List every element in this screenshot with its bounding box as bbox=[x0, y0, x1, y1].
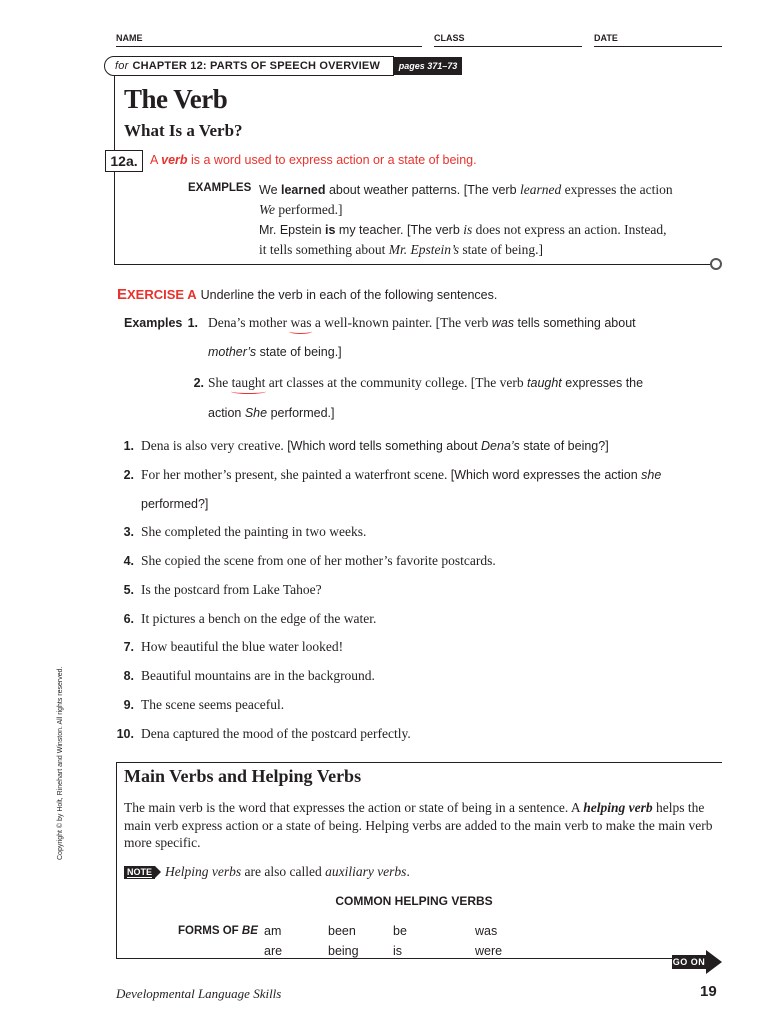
name-label: NAME bbox=[116, 33, 143, 43]
exercise-item[interactable]: The scene seems peaceful. bbox=[141, 697, 285, 712]
date-label: DATE bbox=[594, 33, 618, 43]
exercise-item[interactable]: She completed the painting in two weeks. bbox=[141, 524, 367, 539]
item-number: 10. bbox=[116, 727, 134, 741]
section-left-border bbox=[116, 762, 117, 958]
page-title: The Verb bbox=[124, 84, 228, 114]
item-number: 2. bbox=[123, 468, 134, 482]
chapter-tab bbox=[104, 56, 394, 76]
class-line bbox=[434, 46, 582, 47]
helping-verb: is bbox=[393, 944, 403, 958]
rule-box-end-icon bbox=[710, 258, 722, 270]
example-sentence: Dena’s mother was a well-known painter. [The verb was tells something about bbox=[208, 315, 636, 330]
item-number: 6. bbox=[123, 612, 134, 626]
example-sentence-cont: action She performed.] bbox=[208, 406, 335, 420]
item-number: 4. bbox=[123, 554, 134, 568]
exercise-item[interactable]: It pictures a bench on the edge of the water. bbox=[141, 611, 377, 626]
underlined-verb: taught bbox=[231, 375, 266, 390]
examples-heading: Examples bbox=[124, 316, 183, 330]
helping-verb: was bbox=[475, 924, 498, 938]
item-number: 7. bbox=[123, 640, 134, 654]
section-title: Main Verbs and Helping Verbs bbox=[124, 766, 362, 786]
helping-verb: being bbox=[328, 944, 359, 958]
example-learned: We learned about weather patterns. [The verb learned expresses the action We performed.] bbox=[259, 182, 673, 217]
examples-label: EXAMPLES bbox=[188, 182, 252, 194]
underlined-verb: was bbox=[290, 315, 312, 330]
date-line bbox=[594, 46, 722, 47]
exercise-item[interactable]: Is the postcard from Lake Tahoe? bbox=[141, 582, 322, 597]
exercise-a-instruction: Underline the verb in each of the following sentences. bbox=[200, 288, 498, 302]
section-bottom-border bbox=[116, 958, 676, 959]
forms-of-be-label: FORMS OF BE bbox=[178, 925, 258, 937]
exercise-item-cont: performed?] bbox=[141, 497, 209, 511]
helping-verbs-heading: COMMON HELPING VERBS bbox=[335, 894, 493, 908]
section-top-border bbox=[116, 762, 722, 763]
rule-term: verb bbox=[161, 153, 188, 167]
exercise-item[interactable]: For her mother’s present, she painted a waterfront scene. [Which word expresses the action she bbox=[141, 467, 662, 482]
example-number: 2. bbox=[193, 376, 204, 390]
go-on-arrow-icon bbox=[672, 950, 722, 974]
chapter-for: for bbox=[115, 60, 129, 72]
helping-verb: am bbox=[264, 924, 282, 938]
example-number: 1. bbox=[187, 316, 198, 330]
helping-verb: were bbox=[475, 944, 503, 958]
rule-box-bottom-border bbox=[114, 264, 714, 265]
exercise-a-label: EXERCISE A bbox=[117, 286, 197, 303]
footer-book-title: Developmental Language Skills bbox=[116, 986, 282, 1001]
helping-verb: be bbox=[393, 924, 407, 938]
helping-verb: are bbox=[264, 944, 283, 958]
example-sentence-cont: mother’s state of being.] bbox=[208, 345, 342, 359]
item-number: 5. bbox=[123, 583, 134, 597]
exercise-item[interactable]: Dena captured the mood of the postcard perfectly. bbox=[141, 726, 411, 741]
page-number: 19 bbox=[700, 983, 717, 1000]
helping-verb: been bbox=[328, 924, 356, 938]
section-paragraph: The main verb is the word that expresses the action or state of being in a sentence. A helping verb helps the main verb express action or a state of being. Helping verbs are added to the main verb to make the main verb more specific. bbox=[124, 800, 713, 850]
rule-number-tag: 12a. bbox=[105, 150, 143, 172]
rule-definition: A verb is a word used to express action or a state of being. bbox=[150, 153, 477, 167]
item-number: 3. bbox=[123, 525, 134, 539]
copyright-notice: Copyright © by Holt, Rinehart and Winston. All rights reserved. bbox=[57, 666, 64, 860]
exercise-a-heading bbox=[117, 286, 497, 303]
class-label: CLASS bbox=[434, 33, 465, 43]
exercise-item[interactable]: Dena is also very creative. [Which word tells something about Dena’s state of being?] bbox=[141, 438, 609, 453]
note-badge-icon: NOTE bbox=[124, 866, 155, 879]
go-on-label: GO ON bbox=[672, 957, 706, 967]
item-number: 8. bbox=[123, 669, 134, 683]
item-number: 9. bbox=[123, 698, 134, 712]
note: NOTE Helping verbs are also called auxiliary verbs. bbox=[124, 864, 410, 880]
example-is: Mr. Epstein is my teacher. [The verb is does not express an action. Instead, it tells something about Mr. Epstein’s state of being.] bbox=[259, 222, 667, 257]
name-line bbox=[116, 46, 422, 47]
page-subtitle: What Is a Verb? bbox=[124, 121, 243, 140]
chapter-title: CHAPTER 12: PARTS OF SPEECH OVERVIEW bbox=[132, 60, 381, 72]
exercise-item[interactable]: Beautiful mountains are in the background. bbox=[141, 668, 375, 683]
exercise-item[interactable]: How beautiful the blue water looked! bbox=[141, 639, 344, 654]
pages-badge: pages 371–73 bbox=[394, 57, 462, 75]
exercise-item[interactable]: She copied the scene from one of her mother’s favorite postcards. bbox=[141, 553, 496, 568]
item-number: 1. bbox=[123, 439, 134, 453]
example-sentence: She taught art classes at the community college. [The verb taught expresses the bbox=[208, 375, 644, 390]
